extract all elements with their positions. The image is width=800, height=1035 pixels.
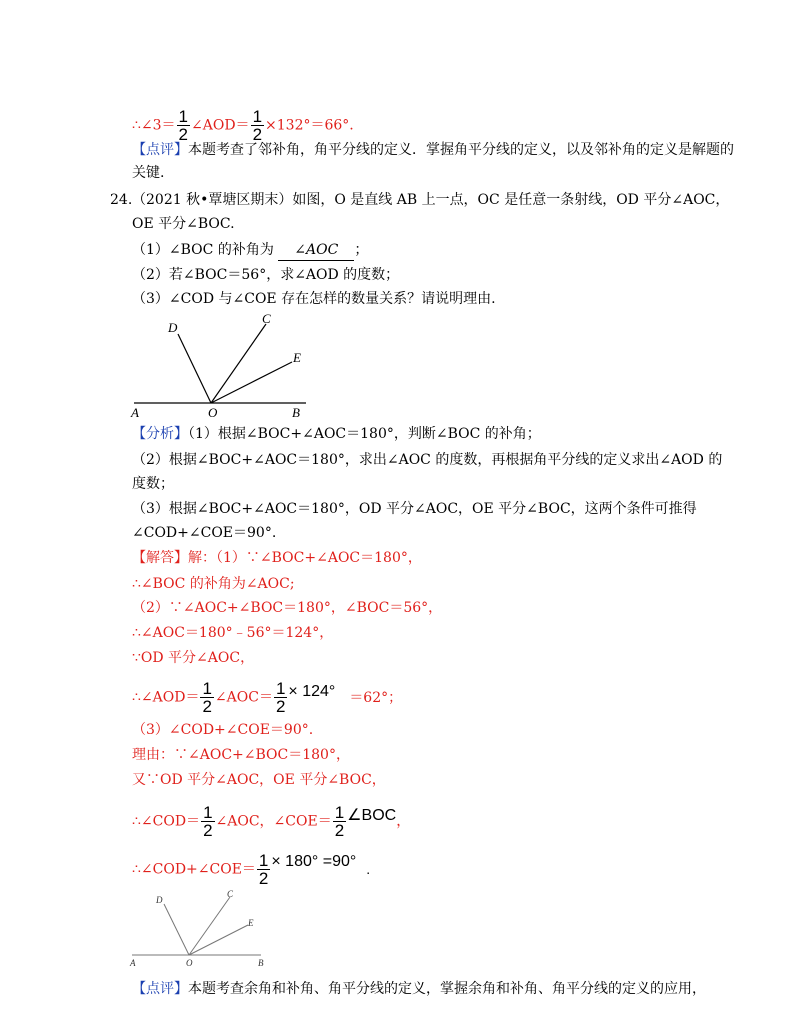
label-c: C	[227, 889, 234, 899]
comment-text-cont: 关键.	[132, 165, 165, 181]
solution-line-10: ∴∠COD＝ $\frac{1}{2}$ ∠AOC，∠COE＝ $\frac{1}{2}$ ∠BOC，	[132, 803, 411, 840]
ray-oe	[211, 362, 292, 403]
analysis-line-2: （2）根据∠BOC+∠AOC＝180°，求出∠AOC 的度数，再根据角平分线的定义求出∠AOD 的	[132, 452, 723, 468]
question-stem: （2021 秋•覃塘区期末）如图，O 是直线 AB 上一点，OC 是任意一条射线，OD 平分∠AOC，	[132, 192, 730, 208]
ray-oc	[211, 324, 266, 403]
question-stem-cont: OE 平分∠BOC.	[132, 216, 235, 232]
comment-text: 本题考查了邻补角，角平分线的定义．掌握角平分线的定义，以及邻补角的定义是解题的	[188, 142, 734, 158]
solution-line-4: ∴∠AOC＝180°﹣56°＝124°，	[132, 625, 334, 641]
geometry-figure	[126, 310, 326, 420]
ray-oe	[189, 925, 248, 955]
label-a: A	[131, 405, 139, 420]
fraction-half: $\frac{1}{2}$	[258, 851, 269, 888]
question-part-2: （2）若∠BOC＝56°，求∠AOD 的度数；	[132, 267, 400, 283]
fraction-half: $\frac{1}{2}$	[275, 679, 286, 716]
label-o: O	[208, 405, 218, 420]
analysis-line-4: （3）根据∠BOC+∠AOC＝180°，OD 平分∠AOC，OE 平分∠BOC，这两个条件可推得	[132, 501, 697, 517]
comment-text: 本题考查余角和补角、角平分线的定义，掌握余角和补角、角平分线的定义的应用，	[188, 981, 706, 997]
solution-line-angle3: ∴∠3＝ $\frac{1}{2}$ ∠AOD＝ $\frac{1}{2}$ ×132°＝66°.	[132, 107, 354, 144]
solution-line-6: ∴∠AOD＝ $\frac{1}{2}$ ∠AOC＝ $\frac{1}{2}$ × 124° ＝62°；	[132, 679, 403, 716]
label-c: C	[262, 311, 271, 326]
label-a: A	[130, 958, 136, 968]
label-e: E	[293, 350, 301, 365]
analysis-line-5: ∠COD+∠COE＝90°.	[132, 525, 277, 541]
label-b: B	[258, 958, 264, 968]
label-e: E	[248, 918, 254, 928]
label-b: B	[292, 405, 300, 420]
question-part-1: （1）∠BOC 的补角为 ∠AOC ；	[132, 240, 368, 261]
fraction-half: $\frac{1}{2}$	[202, 679, 212, 716]
analysis-line-3: 度数；	[132, 476, 174, 492]
comment-tag: 【点评】	[132, 981, 188, 997]
ray-od	[164, 904, 189, 955]
fraction-half: $\frac{1}{2}$	[178, 107, 189, 144]
solution-tag: 【解答】	[132, 550, 188, 566]
fraction-half: $\frac{1}{2}$	[203, 803, 213, 840]
solution-line-3: （2）∵∠AOC+∠BOC＝180°，∠BOC＝56°，	[132, 600, 443, 616]
label-d: D	[156, 895, 163, 905]
label-d: D	[168, 320, 178, 335]
solution-line-2: ∴∠BOC 的补角为∠AOC;	[132, 576, 295, 592]
comment-block	[132, 140, 734, 160]
solution-line-1: 【解答】解：（1）∵∠BOC+∠AOC＝180°，	[132, 550, 422, 566]
ray-od	[178, 334, 211, 403]
analysis-line-1: 【分析】（1）根据∠BOC+∠AOC＝180°，判断∠BOC 的补角；	[132, 426, 541, 442]
question-part-3: （3）∠COD 与∠COE 存在怎样的数量关系？请说明理由.	[132, 291, 496, 307]
geometry-figure-small	[126, 888, 276, 968]
comment-tag: 【点评】	[132, 142, 188, 158]
solution-line-5: ∵OD 平分∠AOC，	[132, 650, 255, 666]
fraction-half: $\frac{1}{2}$	[334, 803, 345, 840]
solution-line-8: 理由：∵∠AOC+∠BOC＝180°，	[132, 747, 350, 763]
solution-line-7: （3）∠COD+∠COE＝90°.	[132, 722, 314, 738]
ray-oc	[189, 897, 230, 955]
label-o: O	[186, 958, 193, 968]
fraction-half: $\frac{1}{2}$	[252, 107, 263, 144]
solution-line-11: ∴∠COD+∠COE＝ $\frac{1}{2}$ × 180° =90° .	[132, 851, 371, 888]
comment-block-2	[132, 979, 706, 999]
answer-blank: ∠AOC	[278, 240, 354, 261]
solution-line-9: 又∵OD 平分∠AOC，OE 平分∠BOC，	[132, 772, 386, 788]
question-number: 24.	[110, 192, 133, 208]
analysis-tag: 【分析】	[132, 426, 188, 442]
